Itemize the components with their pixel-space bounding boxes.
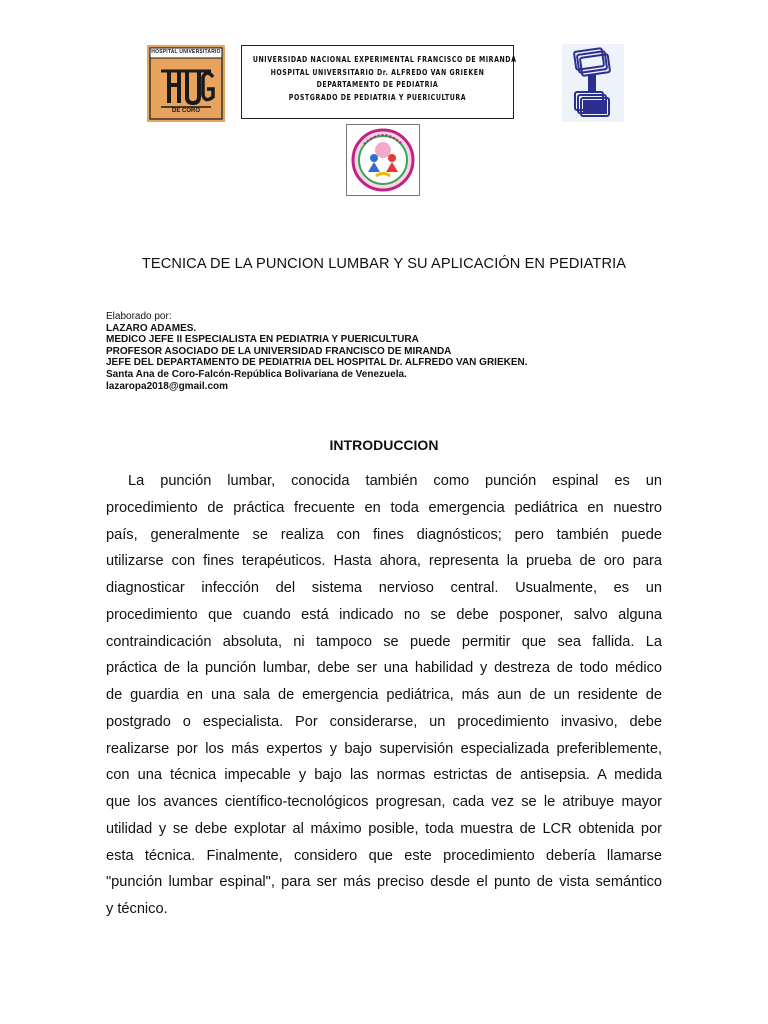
paragraph-line: procedimiento de práctica frecuente en toda emergencia pediátrica en nuestro xyxy=(106,499,662,516)
institution-line-department: DEPARTAMENTO DE PEDIATRIA xyxy=(316,80,439,89)
paragraph-line: postgrado o especialista. Por considerarse, un procedimiento invasivo, debe xyxy=(106,713,662,730)
author-name: LAZARO ADAMES. xyxy=(106,322,197,334)
author-block xyxy=(106,311,528,392)
paragraph-line: país, generalmente se realiza con fines diagnósticos; pero también puede xyxy=(106,526,662,543)
institution-line-postgraduate: POSTGRADO DE PEDIATRIA Y PUERICULTURA xyxy=(288,92,467,102)
paragraph-line: de guardia en una sala de emergencia pediátrica, más aun de un residente de xyxy=(106,687,662,703)
document-title: TECNICA DE LA PUNCION LUMBAR Y SU APLICACIÓN EN PEDIATRIA xyxy=(141,256,627,272)
paragraph-line: y técnico. xyxy=(106,901,168,917)
institution-header xyxy=(241,45,517,119)
paragraph-line: que los avances científico-tecnológicos progresan, cada vez se le atribuye mayor xyxy=(106,794,662,810)
paragraph-line: "punción lumbar espinal", para ser más preciso desde el punto de vista semántico xyxy=(106,874,662,891)
paragraph-line: La punción lumbar, conocida también como punción espinal es un xyxy=(128,473,662,489)
hospital-logo-bottom-text: DE CORO xyxy=(171,108,200,114)
university-logo xyxy=(562,44,624,122)
section-heading: INTRODUCCION xyxy=(329,437,439,453)
author-professorship: PROFESOR ASOCIADO DE LA UNIVERSIDAD FRANCISCO DE MIRANDA xyxy=(106,345,452,357)
children-emblem-icon xyxy=(346,124,420,196)
chain-link-icon xyxy=(562,44,624,122)
hospital-logo xyxy=(147,45,225,122)
institution-line-hospital: HOSPITAL UNIVERSITARIO Dr. ALFREDO VAN GRIEKEN xyxy=(270,67,485,77)
institution-line-university: UNIVERSIDAD NACIONAL EXPERIMENTAL FRANCISCO DE MIRANDA xyxy=(252,55,517,64)
paragraph-line: esta técnica. Finalmente, considero que este procedimiento debería llamarse xyxy=(106,847,662,864)
paragraph-line: utilidad y se debe explotar al máximo posible, toda muestra de LCR obtenida por xyxy=(106,820,662,837)
paragraph-line: utilizarse con fines terapéuticos. Hasta ahora, representa la prueba de oro para xyxy=(106,553,662,570)
author-location: Santa Ana de Coro-Falcón-República Bolivariana de Venezuela. xyxy=(106,368,407,380)
paragraph-line: realizarse por los más expertos y bajo supervisión especializada preferiblemente, xyxy=(106,740,662,757)
paragraph-line: diagnosticar infección del sistema nervioso central. Usualmente, es un xyxy=(106,580,662,596)
paragraph-line: procedimiento que cuando está indicado no se debe posponer, salvo alguna xyxy=(106,606,662,623)
author-position: MEDICO JEFE II ESPECIALISTA EN PEDIATRIA Y PUERICULTURA xyxy=(106,334,419,346)
author-department-head: JEFE DEL DEPARTAMENTO DE PEDIATRIA DEL HOSPITAL Dr. ALFREDO VAN GRIEKEN. xyxy=(106,357,528,369)
paragraph-line: práctica de la punción lumbar, debe ser una habilidad y destreza de todo médico xyxy=(106,660,662,677)
author-email: lazaropa2018@gmail.com xyxy=(106,380,229,392)
postgraduate-emblem xyxy=(346,124,420,196)
paragraph-line: contraindicación absoluta, ni tampoco se puede permitir que sea fallida. La xyxy=(106,633,662,650)
author-prefix: Elaborado por: xyxy=(106,311,172,322)
paragraph-line: con una técnica impecable y bajo las normas estrictas de antisepsia. A medida xyxy=(106,767,662,784)
hospital-logo-top-text: HOSPITAL UNIVERSITARIO xyxy=(151,49,221,55)
introduction-paragraph xyxy=(106,468,662,923)
